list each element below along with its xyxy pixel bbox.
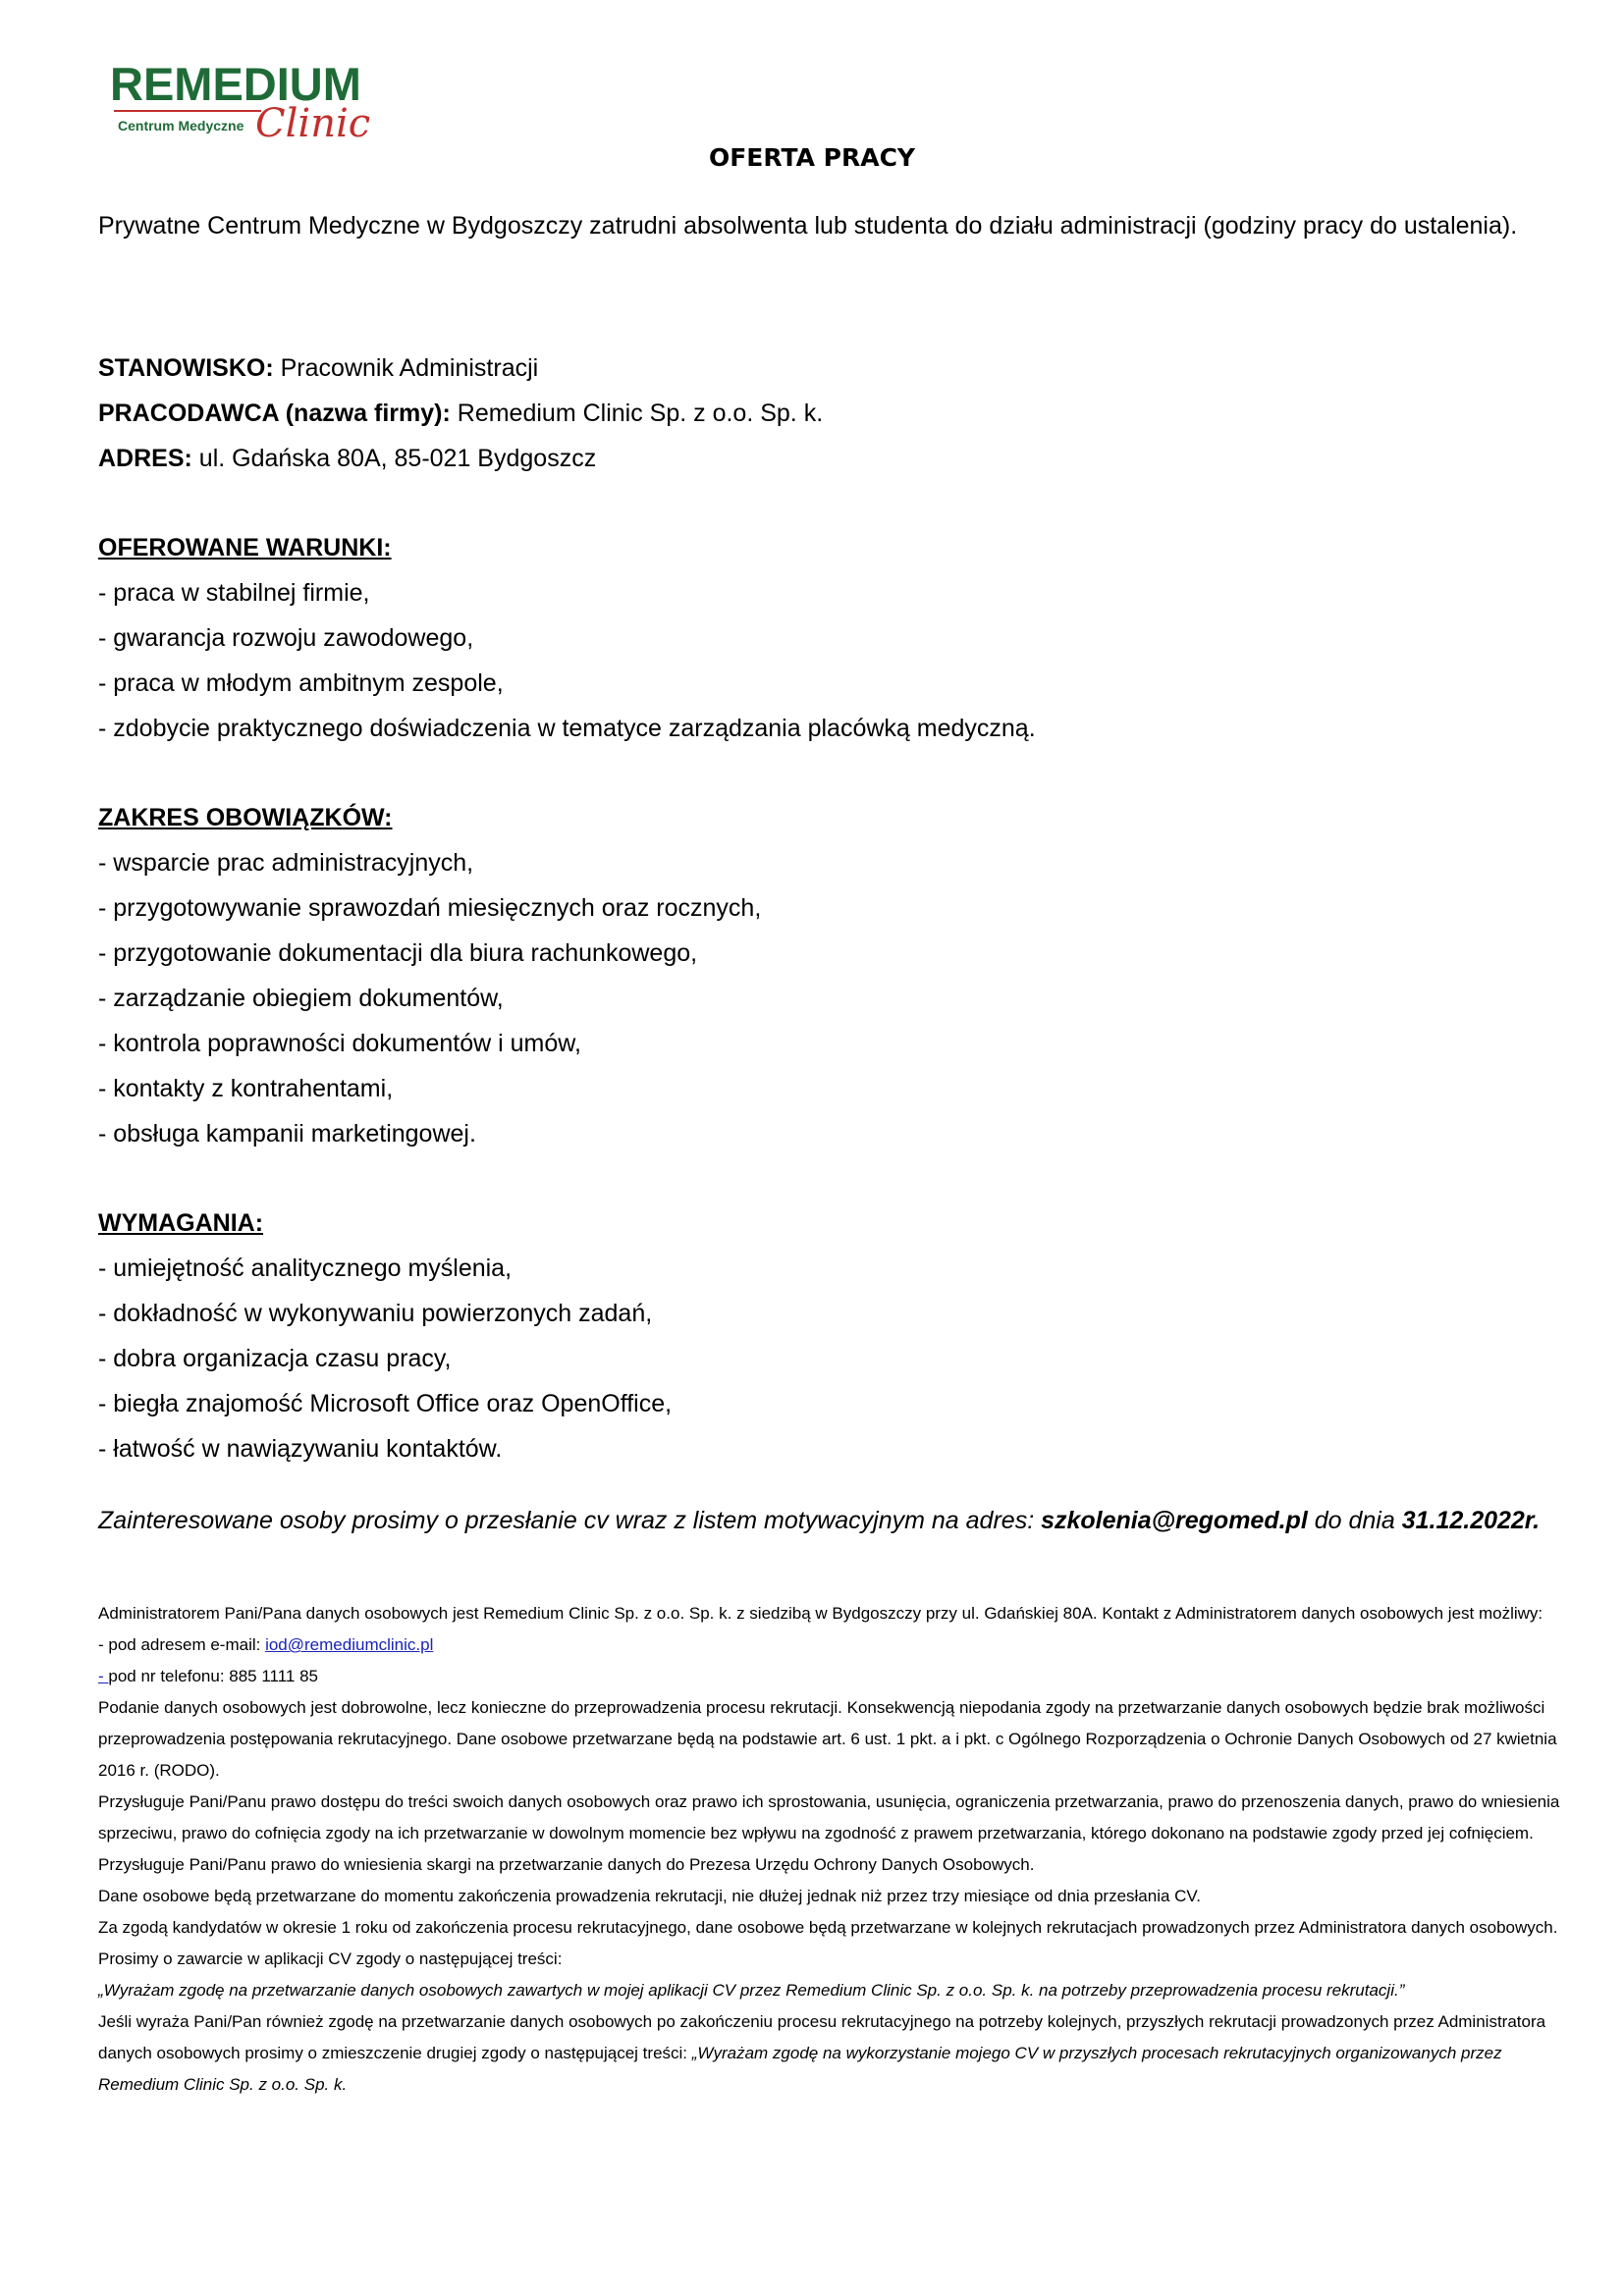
- list-item: - kontrola poprawności dokumentów i umów,: [98, 1030, 581, 1057]
- list-item: - dobra organizacja czasu pracy,: [98, 1345, 452, 1372]
- address-line: [98, 436, 1561, 481]
- deadline-date: 31.12.2022r.: [1401, 1507, 1541, 1534]
- consent-intro-2: Jeśli wyraża Pani/Pan również zgodę na przetwarzanie danych osobowych po zakończeniu procesu rekrutacyjnego na potrzeby kolejnych, przyszłych rekrutacji prowadzonych przez Administratora danych osobowych prosimy o zmieszczenie drugiej zgody o następującej treści:: [98, 2012, 1546, 2062]
- legal-phone-dash: -: [98, 1667, 109, 1685]
- list-item: - praca w młodym ambitnym zespole,: [98, 669, 504, 697]
- spacer: [98, 481, 1561, 525]
- list-item: - łatwość w nawiązywaniu kontaktów.: [98, 1435, 503, 1463]
- legal-paragraph: Dane osobowe będą przetwarzane do momentu zakończenia prowadzenia rekrutacji, nie dłużej jednak niż przez trzy miesiące od dnia przesłania CV.: [98, 1887, 1201, 1905]
- list-item: - biegła znajomość Microsoft Office oraz OpenOffice,: [98, 1390, 673, 1417]
- legal-paragraph: Przysługuje Pani/Panu prawo do wniesienia skargi na przetwarzanie danych do Prezesa Urzędu Ochrony Danych Osobowych.: [98, 1855, 1035, 1874]
- company-logo: [110, 58, 371, 146]
- list-item: - zarządzanie obiegiem dokumentów,: [98, 985, 504, 1012]
- consent-text-1: [98, 1975, 1561, 2006]
- closing-mid: do dnia: [1307, 1507, 1402, 1534]
- consent-quote-2: „Wyrażam zgodę na wykorzystanie mojego CV w przyszłych procesach rekrutacyjnych organizowanych przez Remedium Clinic Sp. z o.o. Sp. k.: [98, 2044, 1502, 2094]
- legal-contact-phone: [98, 1661, 1561, 1692]
- employer-label: PRACODAWCA (nazwa firmy):: [98, 400, 451, 427]
- list-item: - obsługa kampanii marketingowej.: [98, 1120, 476, 1148]
- list-item: - zdobycie praktycznego doświadczenia w tematyce zarządzania placówką medyczną.: [98, 715, 1036, 742]
- page-title: OFERTA PRACY: [708, 143, 916, 172]
- requirements-heading: WYMAGANIA:: [98, 1209, 264, 1237]
- gdpr-notice: [98, 1598, 1561, 2101]
- list-item: - wsparcie prac administracyjnych,: [98, 849, 474, 877]
- intro-paragraph: Prywatne Centrum Medyczne w Bydgoszczy zatrudni absolwenta lub studenta do działu administracji (godziny pracy do ustalenia).: [98, 212, 1518, 240]
- legal-paragraph: Prosimy o zawarcie w aplikacji CV zgody o następującej treści:: [98, 1949, 563, 1968]
- list-item: - przygotowanie dokumentacji dla biura rachunkowego,: [98, 939, 698, 967]
- duties-heading: ZAKRES OBOWIĄZKÓW:: [98, 804, 393, 831]
- logo-underline: [114, 110, 261, 112]
- list-item: - umiejętność analitycznego myślenia,: [98, 1255, 513, 1282]
- closing-text: Zainteresowane osoby prosimy o przesłanie cv wraz z listem motywacyjnym na adres:: [98, 1507, 1042, 1534]
- logo-wordmark: REMEDIUM: [110, 58, 361, 110]
- legal-paragraph: [98, 2006, 1561, 2101]
- position-line: [98, 346, 1561, 391]
- list-item: - kontakty z kontrahentami,: [98, 1075, 394, 1102]
- offer-body: [98, 346, 1561, 1471]
- list-item: - dokładność w wykonywaniu powierzonych zadań,: [98, 1300, 653, 1327]
- legal-paragraph: Za zgodą kandydatów w okresie 1 roku od zakończenia procesu rekrutacyjnego, dane osobowe będą przetwarzane w kolejnych rekrutacjach prowadzonych przez Administratora danych osobowych.: [98, 1918, 1558, 1937]
- legal-paragraph: Administratorem Pani/Pana danych osobowych jest Remedium Clinic Sp. z o.o. Sp. k. z siedzibą w Bydgoszczy przy ul. Gdańskiej 80A. Kontakt z Administratorem danych osobowych jest możliwy:: [98, 1604, 1543, 1623]
- legal-phone: pod nr telefonu: 885 1111 85: [108, 1667, 319, 1685]
- offer-heading: OFEROWANE WARUNKI:: [98, 534, 392, 561]
- iod-email-link[interactable]: iod@remediumclinic.pl: [265, 1635, 434, 1654]
- spacer: [98, 751, 1561, 795]
- logo-script: Clinic: [255, 101, 371, 146]
- address-value: ul. Gdańska 80A, 85-021 Bydgoszcz: [191, 445, 597, 472]
- legal-paragraph: Podanie danych osobowych jest dobrowolne, lecz konieczne do przeprowadzenia procesu rekrutacji. Konsekwencją niepodania zgody na przetwarzanie danych osobowych będzie brak możliwości przeprowadzenia postępowania rekrutacyjnego. Dane osobowe przetwarzane będą na podstawie art. 6 ust. 1 pkt. a i pkt. c Ogólnego Rozporządzenia o Ochronie Danych Osobowych od 27 kwietnia 2016 r. (RODO).: [98, 1698, 1557, 1780]
- legal-email-prefix: - pod adresem e-mail:: [98, 1635, 266, 1654]
- position-value: Pracownik Administracji: [273, 354, 539, 382]
- list-item: - przygotowywanie sprawozdań miesięcznych oraz rocznych,: [98, 894, 762, 922]
- employer-value: Remedium Clinic Sp. z o.o. Sp. k.: [450, 400, 824, 427]
- logo-subtitle: Centrum Medyczne: [118, 118, 244, 133]
- consent-quote-1: „Wyrażam zgodę na przetwarzanie danych osobowych zawartych w mojej aplikacji CV przez Remedium Clinic Sp. z o.o. Sp. k. na potrzeby przeprowadzenia procesu rekrutacji.”: [98, 1981, 1405, 2000]
- application-email[interactable]: szkolenia@regomed.pl: [1041, 1507, 1308, 1534]
- legal-paragraph: Przysługuje Pani/Panu prawo dostępu do treści swoich danych osobowych oraz prawo ich sprostowania, usunięcia, ograniczenia przetwarzania, prawo do przenoszenia danych, prawo do wniesienia sprzeciwu, prawo do cofnięcia zgody na ich przetwarzanie w dowolnym momencie bez wpływu na zgodność z prawem przetwarzania, którego dokonano na podstawie zgody przed jej cofnięciem.: [98, 1792, 1560, 1842]
- position-label: STANOWISKO:: [98, 354, 274, 382]
- employer-line: [98, 391, 1561, 436]
- list-item: - gwarancja rozwoju zawodowego,: [98, 624, 474, 652]
- legal-contact-email: [98, 1629, 1561, 1661]
- spacer: [98, 1156, 1561, 1201]
- closing-sentence: [98, 1507, 1561, 1535]
- list-item: - praca w stabilnej firmie,: [98, 579, 370, 607]
- address-label: ADRES:: [98, 445, 192, 472]
